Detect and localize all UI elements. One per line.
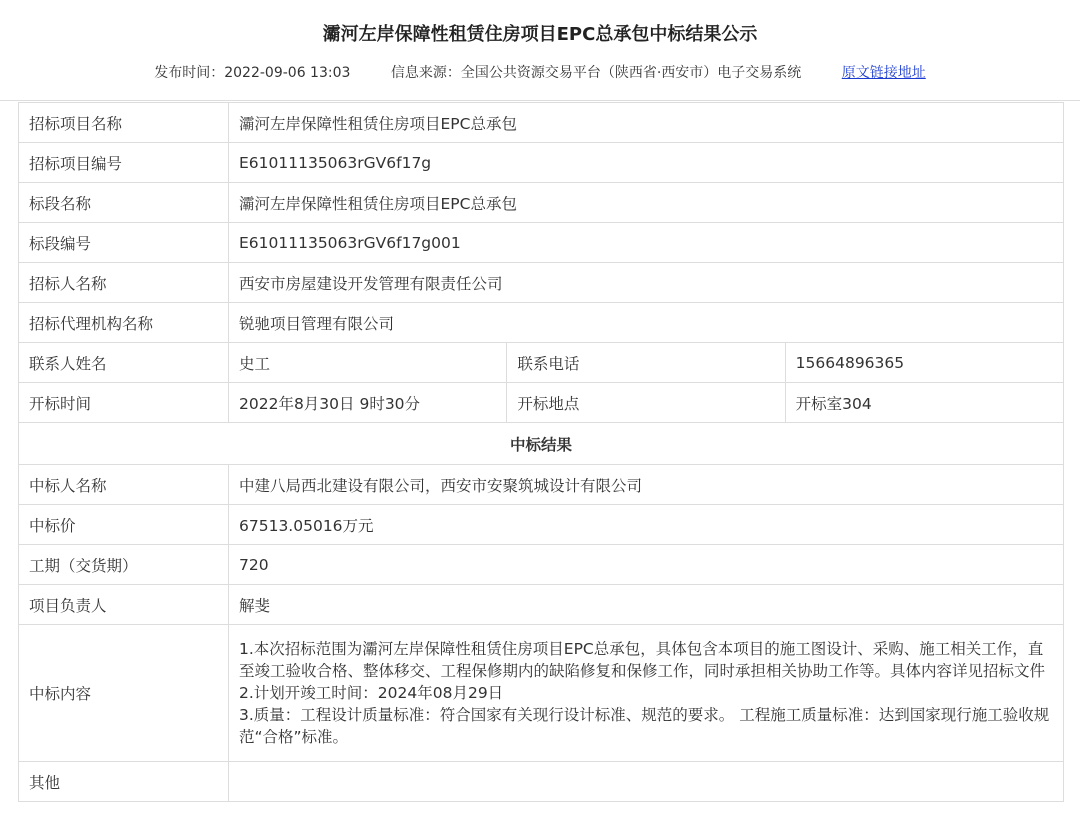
row-label: 工期（交货期） — [19, 545, 229, 585]
contact-phone: 15664896365 — [785, 343, 1063, 383]
table-row — [19, 545, 1064, 585]
contact-name: 史工 — [229, 343, 507, 383]
table-row — [19, 303, 1064, 343]
row-label: 招标人名称 — [19, 263, 229, 303]
bid-result-table — [18, 102, 1064, 802]
opening-place: 开标室304 — [785, 383, 1063, 423]
row-label: 招标项目编号 — [19, 143, 229, 183]
table-row — [19, 465, 1064, 505]
info-source: 信息来源：全国公共资源交易平台（陕西省·西安市）电子交易系统 — [390, 65, 802, 81]
row-label: 中标人名称 — [19, 465, 229, 505]
row-label: 项目负责人 — [19, 585, 229, 625]
content-line: 1.本次招标范围为灞河左岸保障性租赁住房项目EPC总承包，具体包含本项目的施工图设计、采购、施工相关工作，直至竣工验收合格、整体移交、工程保修期内的缺陷修复和保修工作，同时承担相关协助工作等。具体内容详见招标文件 — [239, 640, 1046, 680]
row-value: 67513.05016万元 — [229, 505, 1064, 545]
row-label: 招标项目名称 — [19, 103, 229, 143]
page-title: 灞河左岸保障性租赁住房项目EPC总承包中标结果公示 — [322, 24, 758, 45]
original-link[interactable]: 原文链接地址 — [841, 65, 926, 81]
table-row — [19, 103, 1064, 143]
table-row — [19, 625, 1064, 762]
publish-time: 发布时间：2022-09-06 13:03 — [154, 65, 351, 81]
row-value: 灞河左岸保障性租赁住房项目EPC总承包 — [229, 103, 1064, 143]
divider — [0, 100, 1080, 101]
row-value: 720 — [229, 545, 1064, 585]
meta-bar — [0, 62, 1080, 82]
row-label: 联系人姓名 — [19, 343, 229, 383]
row-label: 中标内容 — [19, 625, 229, 762]
section-header: 中标结果 — [19, 423, 1064, 465]
row-label: 标段编号 — [19, 223, 229, 263]
table-row — [19, 762, 1064, 802]
table-row — [19, 343, 1064, 383]
row-label: 招标代理机构名称 — [19, 303, 229, 343]
table-row — [19, 263, 1064, 303]
table-row — [19, 505, 1064, 545]
opening-time: 2022年8月30日 9时30分 — [229, 383, 507, 423]
table-row — [19, 383, 1064, 423]
table-row — [19, 183, 1064, 223]
content-line: 3.质量：工程设计质量标准：符合国家有关现行设计标准、规范的要求。 工程施工质量标准：达到国家现行施工验收规范“合格”标准。 — [239, 706, 1050, 746]
row-label: 开标时间 — [19, 383, 229, 423]
row-label: 中标价 — [19, 505, 229, 545]
table-row — [19, 223, 1064, 263]
section-header-row — [19, 423, 1064, 465]
row-label: 标段名称 — [19, 183, 229, 223]
row-value: E61011135063rGV6f17g001 — [229, 223, 1064, 263]
table-row — [19, 143, 1064, 183]
row-value: 灞河左岸保障性租赁住房项目EPC总承包 — [229, 183, 1064, 223]
content-line: 2.计划开竣工时间：2024年08月29日 — [239, 684, 504, 702]
row-value: 锐驰项目管理有限公司 — [229, 303, 1064, 343]
row-value: E61011135063rGV6f17g — [229, 143, 1064, 183]
row-value: 西安市房屋建设开发管理有限责任公司 — [229, 263, 1064, 303]
row-label: 开标地点 — [507, 383, 785, 423]
row-value: 中建八局西北建设有限公司，西安市安聚筑城设计有限公司 — [229, 465, 1064, 505]
content-value — [229, 625, 1064, 762]
row-value — [229, 762, 1064, 802]
row-value: 解斐 — [229, 585, 1064, 625]
row-label: 联系电话 — [507, 343, 785, 383]
table-row — [19, 585, 1064, 625]
row-label: 其他 — [19, 762, 229, 802]
